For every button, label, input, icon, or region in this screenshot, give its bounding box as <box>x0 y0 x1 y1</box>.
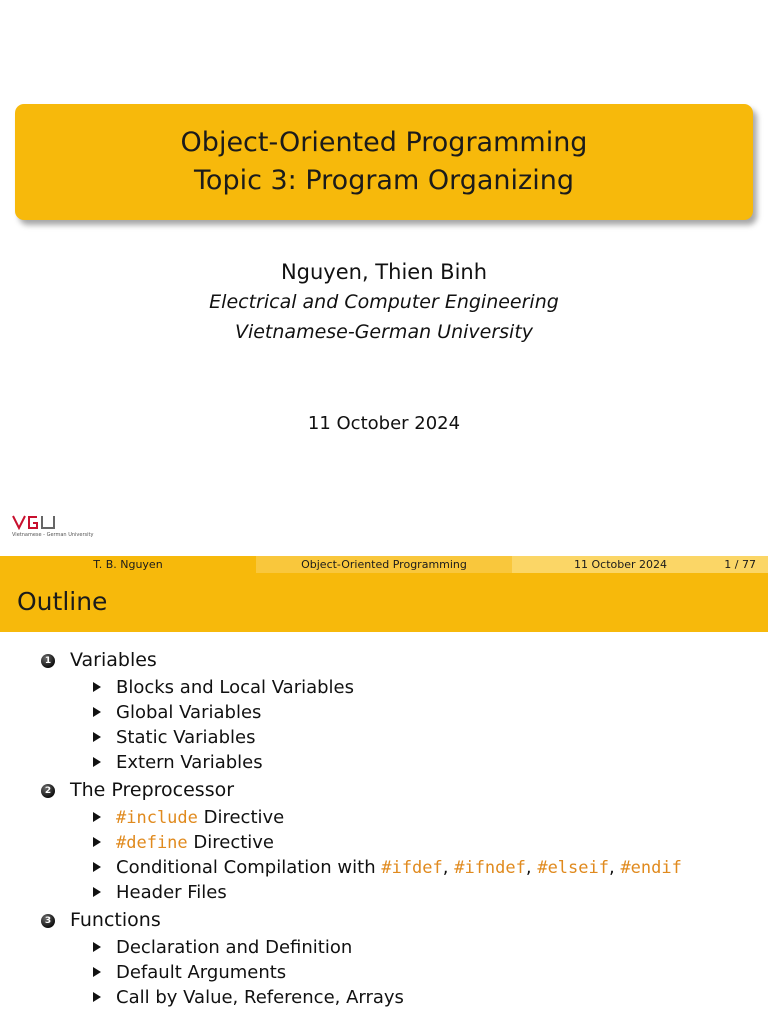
code-keyword: #elseif <box>537 858 609 878</box>
code-keyword: #ifndef <box>454 858 526 878</box>
item-text: Directive <box>187 832 274 853</box>
triangle-bullet-icon <box>93 707 101 717</box>
author-name: Nguyen, Thien Binh <box>280 260 488 284</box>
outline-item <box>0 831 768 856</box>
section-number-ball: 3 <box>41 914 55 928</box>
section-label: Functions <box>70 909 161 931</box>
frame-title: Outline <box>17 587 108 616</box>
outline-slide <box>0 556 768 1024</box>
outline-item <box>0 881 768 906</box>
code-keyword: #endif <box>620 858 682 878</box>
outline-item <box>0 751 768 776</box>
item-text: Conditional Compilation with <box>116 857 382 878</box>
triangle-bullet-icon <box>93 757 101 767</box>
triangle-bullet-icon <box>93 992 101 1002</box>
outline-item-label: Default Arguments <box>116 962 287 983</box>
code-keyword: #define <box>116 833 188 853</box>
presentation-date: 11 October 2024 <box>307 413 461 434</box>
title-box <box>15 104 753 220</box>
vgu-logo <box>12 514 102 544</box>
triangle-bullet-icon <box>93 887 101 897</box>
outline-item <box>0 986 768 1011</box>
section-number-ball: 1 <box>41 654 55 668</box>
outline-item-label: Static Variables <box>116 727 256 748</box>
outline-item-label: Extern Variables <box>116 752 263 773</box>
outline-item-label: Blocks and Local Variables <box>116 677 354 698</box>
logo-subtext: Vietnamese - German University <box>12 532 94 538</box>
affiliation-university: Vietnamese-German University <box>234 321 534 343</box>
outline-item <box>0 961 768 986</box>
section-label: The Preprocessor <box>70 779 235 801</box>
separator: , <box>525 857 538 878</box>
footer-page-number: 1 / 77 <box>724 558 756 571</box>
outline-item-label <box>116 857 682 878</box>
slide-footer <box>0 556 768 573</box>
separator: , <box>442 857 455 878</box>
outline-item <box>0 936 768 961</box>
presentation-subtitle: Topic 3: Program Organizing <box>194 165 574 196</box>
code-keyword: #ifdef <box>381 858 443 878</box>
outline-section <box>0 646 768 676</box>
outline-item-label: Global Variables <box>116 702 262 723</box>
footer-date: 11 October 2024 <box>574 558 668 571</box>
footer-date-page <box>512 556 768 573</box>
outline-item-label: Call by Value, Reference, Arrays <box>116 987 404 1008</box>
outline-item <box>0 676 768 701</box>
outline-item-label <box>116 832 274 853</box>
vgu-logo-mark <box>12 514 56 530</box>
section-number-ball: 2 <box>41 784 55 798</box>
outline-item <box>0 726 768 751</box>
triangle-bullet-icon <box>93 967 101 977</box>
triangle-bullet-icon <box>93 837 101 847</box>
outline-item-label: Header Files <box>116 882 227 903</box>
footer-author: T. B. Nguyen <box>0 556 256 573</box>
code-keyword: #include <box>116 808 198 828</box>
triangle-bullet-icon <box>93 682 101 692</box>
outline-item-label <box>116 807 284 828</box>
footer-course: Object-Oriented Programming <box>256 556 512 573</box>
item-text: Directive <box>197 807 285 828</box>
outline-item-label: Declaration and Definition <box>116 937 353 958</box>
triangle-bullet-icon <box>93 862 101 872</box>
presentation-title: Object-Oriented Programming <box>180 127 588 158</box>
outline-section <box>0 906 768 936</box>
section-label: Variables <box>70 649 157 671</box>
outline-item <box>0 806 768 831</box>
affiliation-department: Electrical and Computer Engineering <box>209 291 559 313</box>
triangle-bullet-icon <box>93 942 101 952</box>
frame-title-bar <box>0 573 768 632</box>
separator: , <box>608 857 621 878</box>
outline-section <box>0 776 768 806</box>
outline-item <box>0 701 768 726</box>
triangle-bullet-icon <box>93 732 101 742</box>
outline-item <box>0 856 768 881</box>
triangle-bullet-icon <box>93 812 101 822</box>
outline-list <box>0 646 768 1011</box>
